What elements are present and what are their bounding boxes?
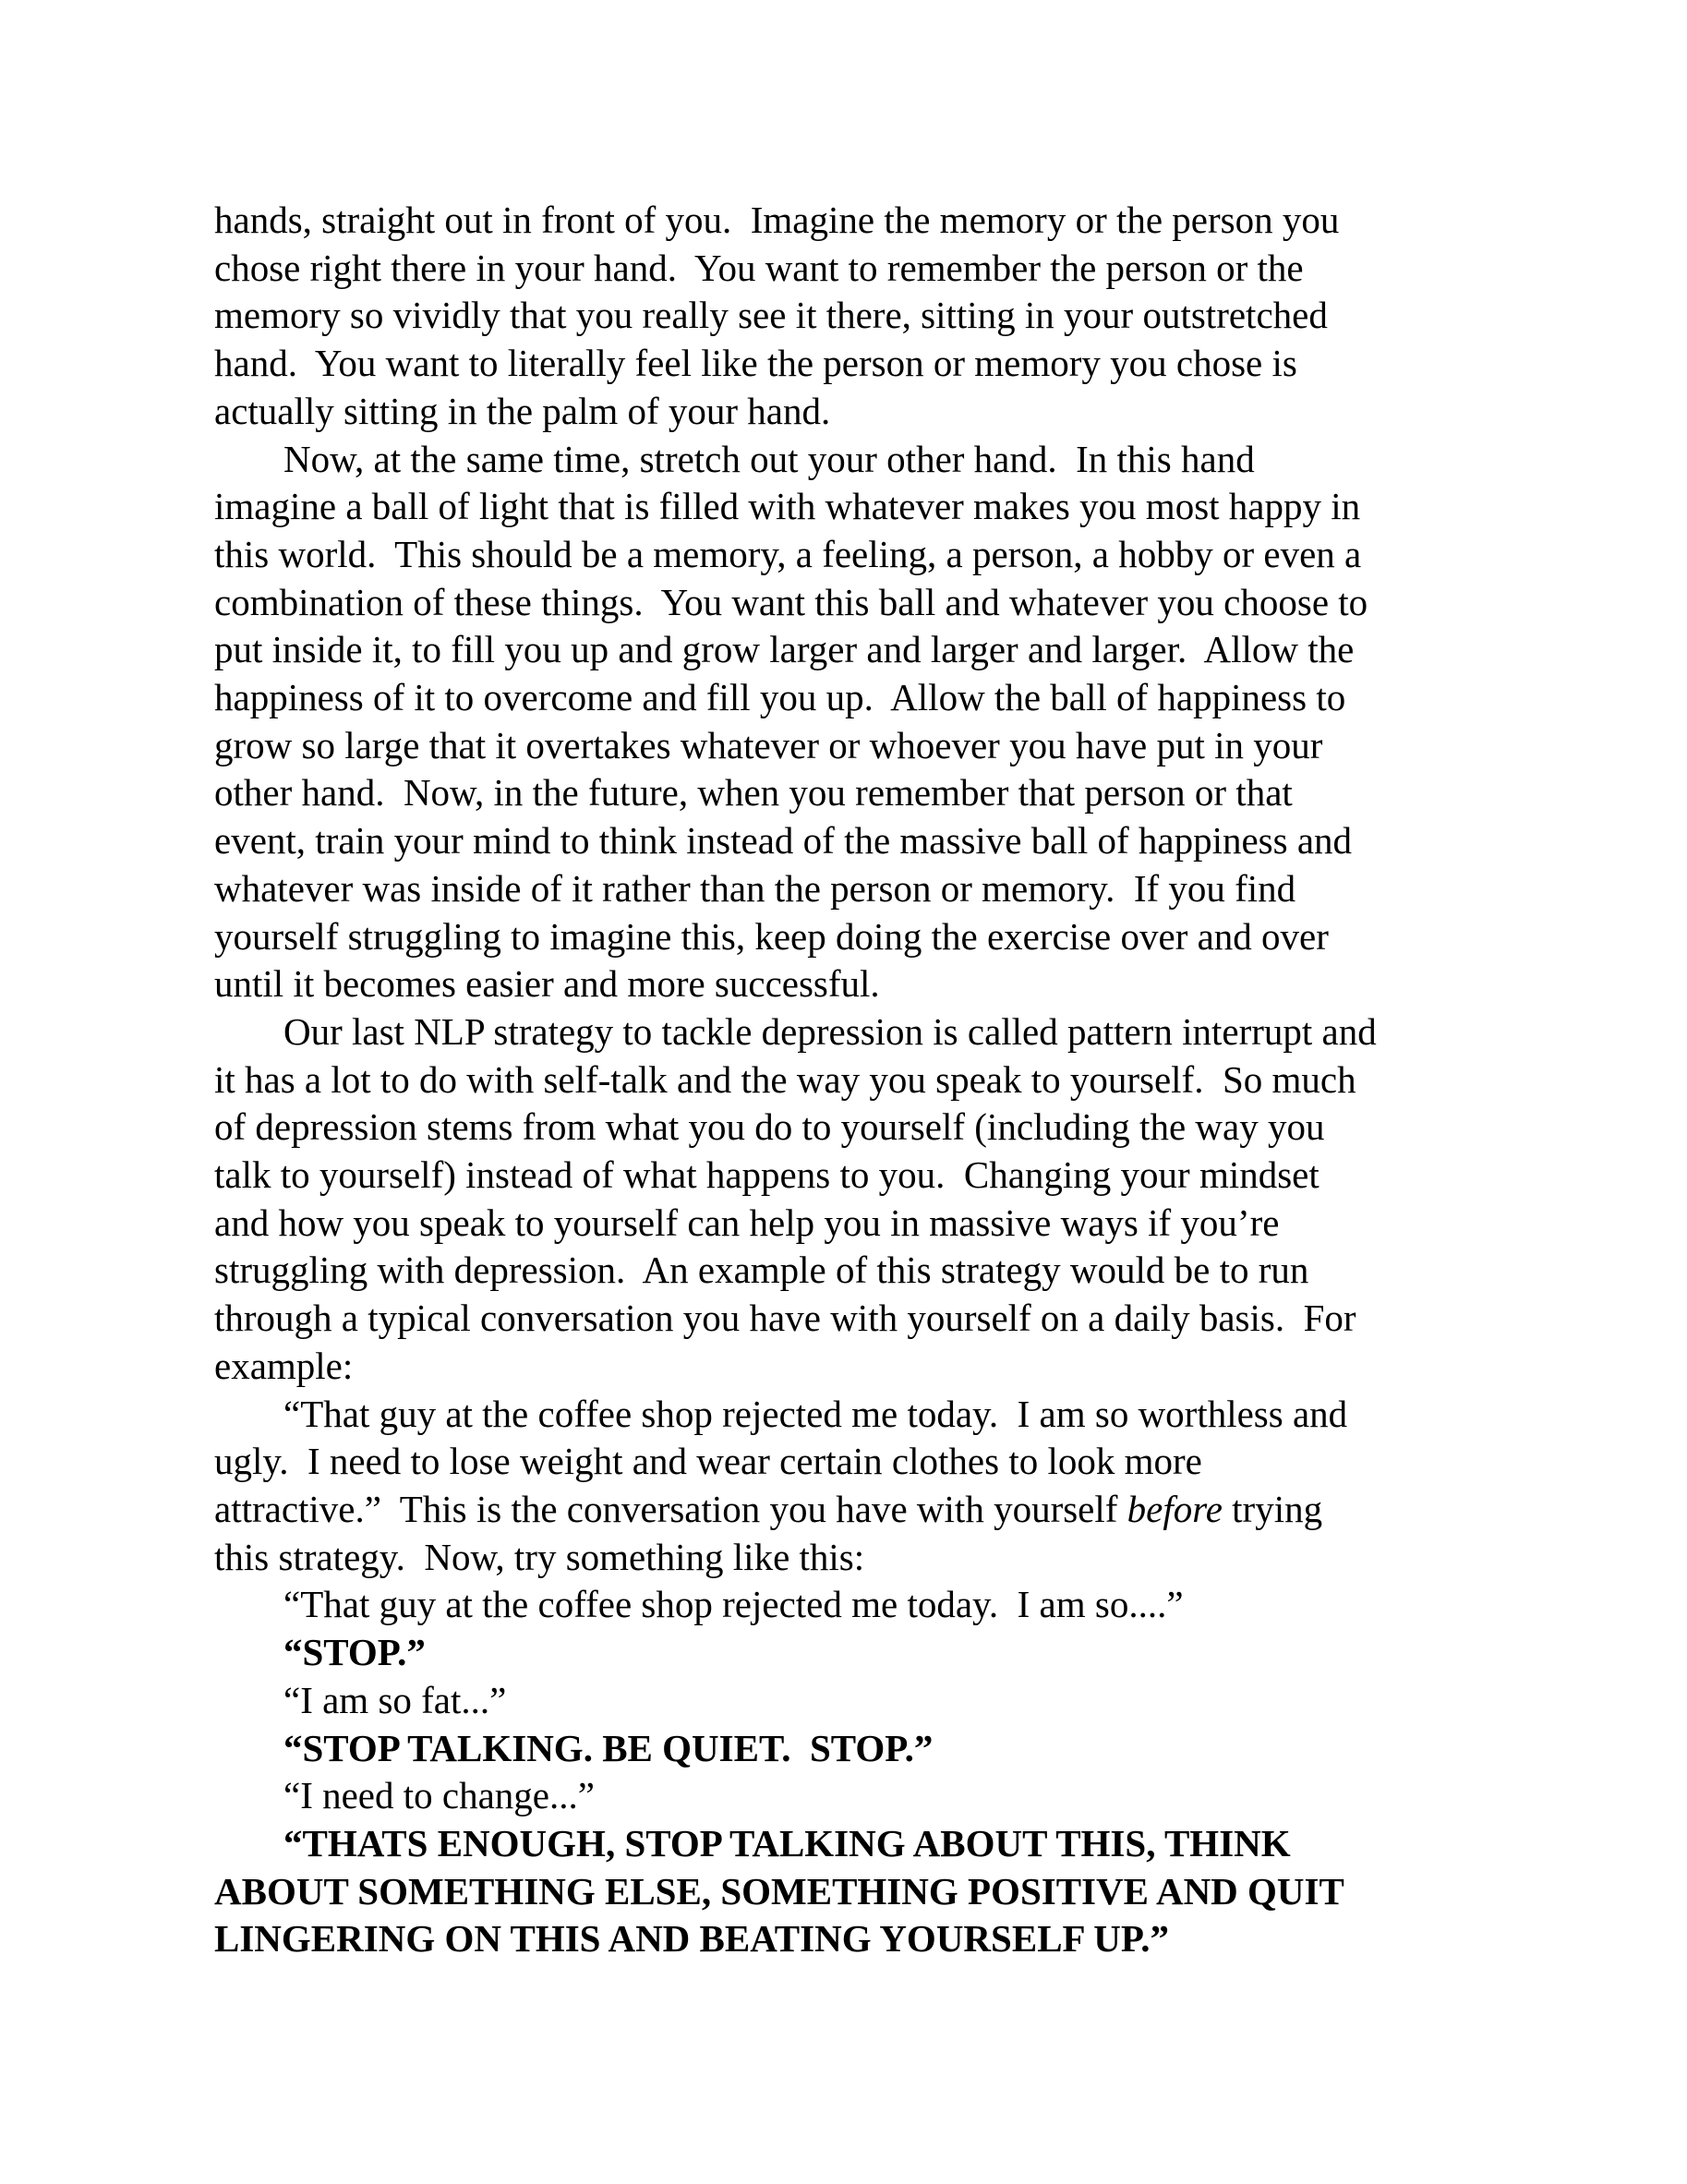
text-line: put inside it, to fill you up and grow larger and larger and larger. Allow the	[214, 628, 1355, 671]
paragraph	[214, 1391, 1525, 1582]
page-text	[214, 197, 1525, 1963]
text-line: “I am so fat...”	[283, 1678, 507, 1721]
text-line: ugly. I need to lose weight and wear certain clothes to look more	[214, 1440, 1202, 1483]
text-line: hands, straight out in front of you. Imagine the memory or the person you	[214, 199, 1340, 241]
text-line: happiness of it to overcome and fill you up. Allow the ball of happiness to	[214, 676, 1346, 719]
text-line: this strategy. Now, try something like this:	[214, 1535, 865, 1578]
paragraph	[214, 1629, 1525, 1677]
text-line: “That guy at the coffee shop rejected me today. I am so....”	[283, 1583, 1184, 1626]
text-line: Now, at the same time, stretch out your other hand. In this hand	[283, 437, 1255, 480]
paragraph	[214, 1820, 1525, 1963]
text-line: this world. This should be a memory, a feeling, a person, a hobby or even a	[214, 532, 1362, 575]
text-line: actually sitting in the palm of your hand.	[214, 389, 831, 432]
text-line: of depression stems from what you do to yourself (including the way you	[214, 1105, 1325, 1149]
text-segment: attractive.” This is the conversation you have with yourself	[214, 1487, 1127, 1530]
text-line: “I need to change...”	[283, 1774, 595, 1817]
text-line: LINGERING ON THIS AND BEATING YOURSELF UP.”	[214, 1917, 1169, 1961]
text-line: whatever was inside of it rather than the person or memory. If you find	[214, 866, 1296, 910]
text-line: yourself struggling to imagine this, keep doing the exercise over and over	[214, 914, 1329, 958]
text-line: and how you speak to yourself can help you in massive ways if you’re	[214, 1201, 1280, 1244]
text-line: Our last NLP strategy to tackle depression is called pattern interrupt and	[283, 1009, 1377, 1053]
paragraph	[214, 1008, 1525, 1391]
text-line: chose right there in your hand. You want to remember the person or the	[214, 246, 1304, 289]
text-line: imagine a ball of light that is filled with whatever makes you most happy in	[214, 485, 1361, 528]
paragraph	[214, 1581, 1525, 1629]
paragraph	[214, 197, 1525, 436]
paragraph	[214, 436, 1525, 1008]
text-line: grow so large that it overtakes whatever or whoever you have put in your	[214, 723, 1323, 766]
text-line: “STOP.”	[283, 1631, 426, 1674]
italic-text: before	[1127, 1487, 1223, 1530]
text-line	[214, 1486, 1525, 1534]
text-line: event, train your mind to think instead of the massive ball of happiness and	[214, 819, 1353, 863]
paragraph	[214, 1772, 1525, 1820]
text-line: “THATS ENOUGH, STOP TALKING ABOUT THIS, THINK	[283, 1821, 1291, 1864]
text-line: “STOP TALKING. BE QUIET. STOP.”	[283, 1726, 934, 1769]
text-line: struggling with depression. An example of this strategy would be to run	[214, 1249, 1309, 1292]
text-segment: trying	[1222, 1487, 1323, 1530]
text-line: example:	[214, 1344, 354, 1387]
text-line: it has a lot to do with self-talk and the way you speak to yourself. So much	[214, 1057, 1356, 1101]
text-line: ABOUT SOMETHING ELSE, SOMETHING POSITIVE AND QUIT	[214, 1869, 1344, 1913]
text-line: talk to yourself) instead of what happens to you. Changing your mindset	[214, 1153, 1319, 1197]
text-line: combination of these things. You want this ball and whatever you choose to	[214, 580, 1368, 623]
text-line: other hand. Now, in the future, when you remember that person or that	[214, 771, 1293, 814]
paragraph	[214, 1725, 1525, 1773]
text-line: hand. You want to literally feel like the person or memory you chose is	[214, 342, 1297, 385]
text-line: until it becomes easier and more successful.	[214, 962, 880, 1006]
text-line: memory so vividly that you really see it there, sitting in your outstretched	[214, 294, 1328, 337]
text-line: “That guy at the coffee shop rejected me today. I am so worthless and	[283, 1392, 1348, 1435]
text-line: through a typical conversation you have with yourself on a daily basis. For	[214, 1297, 1356, 1340]
paragraph	[214, 1677, 1525, 1725]
